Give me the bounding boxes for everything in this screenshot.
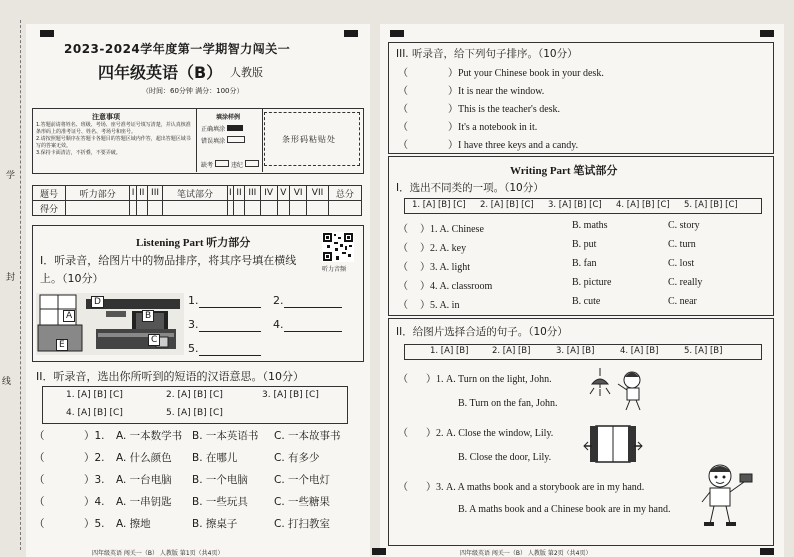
divider [262,108,263,172]
blank-line [199,342,261,356]
option-a: ）3. A. light [420,262,471,273]
option-c: C. 打扫教室 [274,518,331,530]
sentence: I have three keys and a candy. [458,140,579,151]
answer-option[interactable]: 1. [A] [B] [C] [412,200,466,210]
option-c: C. story [668,220,700,231]
blank-5[interactable] [188,342,261,356]
option-b: B. 一本英语书 [192,430,259,442]
paren: （ [398,68,408,79]
violation-check[interactable] [245,160,259,167]
score-header: 总分 [328,186,361,201]
option-b: B. put [572,239,597,250]
paren: （ [398,300,408,311]
score-header: 笔试部分 [163,186,227,201]
blank-num: 1. [188,294,199,307]
paren: （ [398,281,408,292]
q3-item: （ ）It is near the window. [398,86,545,97]
qr-code-icon[interactable] [322,232,354,262]
divider [196,108,197,172]
absent-label: 缺考 [201,162,214,169]
fill-sample-correct [201,124,243,133]
score-table [32,185,362,216]
blank-2[interactable] [273,294,342,308]
picture-label-d: D [91,296,104,308]
corner-mark [760,548,774,555]
option-b: B. maths [572,220,608,231]
fill-sample-title: 填涂样例 [216,114,241,121]
answer-option[interactable]: 5. [A] [B] [C] [684,200,738,210]
q3-item: （ ）This is the teacher's desk. [398,104,561,115]
option-b: B. 擦桌子 [192,518,238,530]
score-header: VII [307,186,329,201]
blank-num: 3. [188,318,199,331]
option-b: B. cute [572,296,601,307]
notice-line: 3.保持卡面清洁，不折叠，不要弄破。 [36,150,121,156]
writing-title: Writing Part 笔试部分 [510,165,618,177]
picture-label-b: B [142,310,154,322]
corner-mark [40,30,54,37]
score-header: V [277,186,289,201]
item-number: ）4. [84,496,105,508]
answer-option[interactable]: 4. [A] [B] [C] [66,408,123,418]
binding-dashed-line [20,20,21,550]
corner-mark [372,548,386,555]
q3-item: （ ）It's a notebook in it. [398,122,538,133]
answer-option[interactable]: 5. [A] [B] [C] [166,408,223,418]
left-footer: 四年级英语 闯关一（B） 人教版 第1页（共4页） [92,550,224,557]
score-header: I [227,186,233,201]
score-cell[interactable] [290,201,307,216]
corner-mark [390,30,404,37]
answer-option[interactable]: 1. [A] [B] [C] [66,390,123,400]
listening-q1-heading: I．听录音，给图片中的物品排序，将其序号填在横线上。（10分） [40,254,297,285]
edition-label: 人教版 [230,66,263,79]
score-header: 题号 [33,186,66,201]
notice-title: 注意事项 [92,113,120,121]
score-header: III [245,186,261,201]
writing-q1-heading: I．选出不同类的一项。（10分） [396,182,544,194]
score-header: VI [290,186,307,201]
score-header: II [136,186,147,201]
blank-line [284,318,342,332]
paren: （ [398,262,408,273]
lamp-boy-illustration [588,368,652,412]
sentence: It is near the window. [458,86,545,97]
score-cell[interactable] [66,201,130,216]
paren: （ [398,482,408,493]
score-cell[interactable] [234,201,245,216]
paren: （ [34,518,45,530]
listening-q3-heading: III. 听录音，给下列句子排序。（10分） [396,48,578,60]
option-c: C. turn [668,239,696,250]
option-c: C. really [668,277,703,288]
option-b: B. 一些玩具 [192,496,248,508]
score-cell[interactable] [260,201,277,216]
paren: （ [34,430,45,442]
absent-check[interactable] [215,160,229,167]
binding-label-2: 封 [6,273,16,283]
blank-num: 2. [273,294,284,307]
score-cell[interactable] [307,201,329,216]
score-cell[interactable] [328,201,361,216]
score-cell[interactable] [245,201,261,216]
w2-item-b: B. A maths book and a Chinese book are in my hand. [458,504,671,515]
option-a: ）4. A. classroom [420,281,493,292]
option-b: B. picture [572,277,612,288]
blank-1[interactable] [188,294,261,308]
item-number: ）2. [84,452,105,464]
paren: （ [34,496,45,508]
sentence-a: ）2. A. Close the window, Lily. [426,428,554,439]
picture-label-e: E [56,339,68,351]
w2-item-a [398,478,644,493]
sentence: This is the teacher's desk. [458,104,561,115]
paren: （ [398,104,408,115]
score-cell[interactable] [136,201,147,216]
exam-subtitle: 四年级英语（B） [98,63,223,82]
paren: （ [398,140,408,151]
answer-option[interactable]: 2. [A] [B] [C] [480,200,534,210]
paren: （ [34,474,45,486]
score-cell[interactable] [277,201,289,216]
option-a: A. 什么颜色 [116,452,172,464]
fill-wrong-label: 错误填涂 [201,138,226,145]
fill-correct-label: 正确填涂 [201,126,226,133]
binding-label-1: 学 [6,171,16,181]
answer-option[interactable]: 3. [A] [B] [C] [262,390,319,400]
listening-q2-heading: II．听录音，选出你所听到的短语的汉语意思。（10分） [36,370,304,383]
answer-option[interactable]: 3. [A] [B] [C] [548,200,602,210]
score-header: II [234,186,245,201]
paren: （ [398,243,408,254]
score-header: 听力部分 [66,186,130,201]
answer-option[interactable]: 5. [A] [B] [684,346,723,356]
exam-title: 2023-2024学年度第一学期智力闯关一 [64,42,291,56]
option-a: A. 一本数学书 [116,430,183,442]
option-a: A. 一台电脑 [116,474,172,486]
item-number: ）1. [84,430,105,442]
listening-title: Listening Part 听力部分 [136,237,251,249]
blank-line [199,318,261,332]
option-a: ）5. A. in [420,300,460,311]
fill-sample-wrong [201,136,245,145]
option-a: ）1. A. Chinese [420,224,484,235]
sentence: Put your Chinese book in your desk. [458,68,604,79]
q3-item: （ ）I have three keys and a candy. [398,140,579,151]
option-b: B. 在哪儿 [192,452,238,464]
absent-box [201,160,259,169]
paren: （ [34,452,45,464]
option-c: C. near [668,296,697,307]
w2-item-a [398,370,552,385]
paren: （ [398,122,408,133]
window-illustration [582,424,644,466]
answer-option[interactable]: 2. [A] [B] [C] [166,390,223,400]
blank-num: 5. [188,342,199,355]
sentence: It's a notebook in it. [458,122,538,133]
score-cell[interactable] [147,201,163,216]
binding-label-3: 线 [2,377,12,387]
option-c: C. 一本故事书 [274,430,341,442]
sentence-a: ）1. A. Turn on the light, John. [426,374,552,385]
option-c: C. lost [668,258,695,269]
option-c: C. 有多少 [274,452,320,464]
blank-num: 4. [273,318,284,331]
answer-option[interactable]: 3. [A] [B] [556,346,595,356]
time-info: （时间：60分钟 满分：100分） [142,87,244,95]
score-header: I [130,186,136,201]
option-c: C. 一个电灯 [274,474,331,486]
score-cell[interactable] [163,201,227,216]
paren: （ [398,374,408,385]
w2-item-a [398,424,553,439]
option-a: ）2. A. key [420,243,467,254]
empty-chip [227,136,245,143]
score-header: IV [260,186,277,201]
option-c: C. 一些糖果 [274,496,331,508]
option-b: B. fan [572,258,597,269]
score-header: III [147,186,163,201]
qr-label: 听力音频 [322,266,347,273]
corner-mark [760,30,774,37]
option-b: B. 一个电脑 [192,474,248,486]
answer-option[interactable]: 2. [A] [B] [492,346,531,356]
w2-item-b: B. Close the door, Lily. [458,452,552,463]
w2-item-b: B. Turn on the fan, John. [458,398,558,409]
violation-label: 违纪 [230,162,243,169]
blank-line [199,294,261,308]
corner-mark [344,30,358,37]
answer-option[interactable]: 4. [A] [B] [C] [616,200,670,210]
item-number: ）3. [84,474,105,486]
boy-books-illustration [698,462,754,528]
paren: （ [398,224,408,235]
answer-option[interactable]: 4. [A] [B] [620,346,659,356]
paren: （ [398,428,408,439]
sentence-a: ）3. A. A maths book and a storybook are in my hand. [426,482,645,493]
picture-label-a: A [63,310,75,322]
picture-label-c: C [148,334,160,346]
score-row-label: 得分 [33,201,66,216]
answer-option[interactable]: 1. [A] [B] [430,346,469,356]
writing-q2-heading: II．给图片选择合适的句子。（10分） [396,326,568,338]
blank-line [284,294,342,308]
paren: （ [398,86,408,97]
notice-text [36,122,192,157]
item-number: ）5. [84,518,105,530]
right-footer: 四年级英语 闯关一（B） 人教版 第2页（共4页） [460,550,592,557]
q3-item: （ ）Put your Chinese book in your desk. [398,68,604,79]
filled-chip [227,125,243,131]
notice-line: 2.请按照题号顺序在答题卡各题目的答题区域内作答，超出答题区域书写的答案无效。 [36,136,191,149]
barcode-label: 条形码粘贴处 [282,135,336,144]
blank-4[interactable] [273,318,342,332]
blank-3[interactable] [188,318,261,332]
notice-line: 1.答题前请将姓名、班级、考场、座号准考证号填写清楚，并认真核准条形码上的准考证号、姓名、考场号和座号。 [36,122,191,135]
option-a: A. 擦地 [116,518,151,530]
option-a: A. 一串钥匙 [116,496,172,508]
